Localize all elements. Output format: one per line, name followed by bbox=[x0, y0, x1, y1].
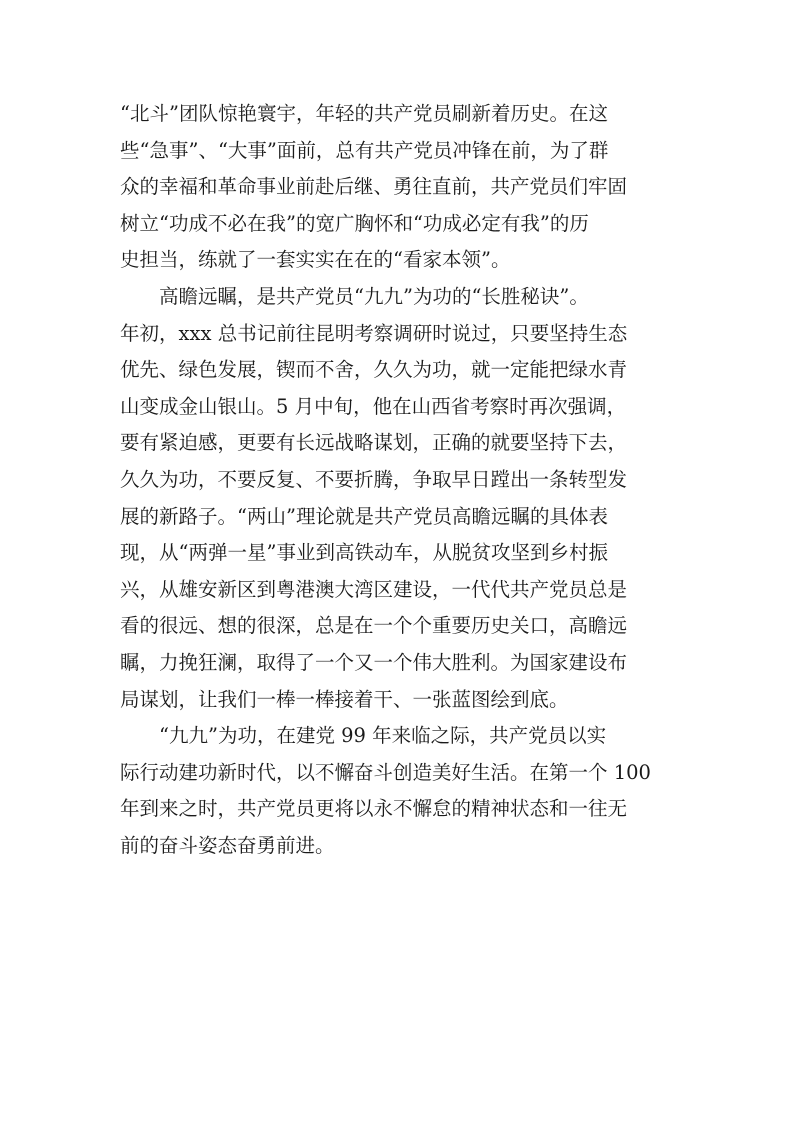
text-line: 众的幸福和革命事业前赴后继、勇往直前，共产党员们牢固 bbox=[120, 175, 628, 199]
text-line: 现，从“两弹一星”事业到高铁动车，从脱贫攻坚到乡村振 bbox=[120, 541, 608, 565]
text-line: 瞩，力挽狂澜，取得了一个又一个伟大胜利。为国家建设布 bbox=[120, 650, 628, 674]
text-line: 年初，xxx 总书记前往昆明考察调研时说过，只要坚持生态 bbox=[120, 321, 628, 345]
text-line: 山变成金山银山。5 月中旬，他在山西省考察时再次强调， bbox=[120, 394, 627, 418]
text-line: 展的新路子。“两山”理论就是共产党员高瞻远瞩的具体表 bbox=[120, 504, 608, 528]
text-line: 史担当，练就了一套实实在在的“看家本领”。 bbox=[120, 248, 511, 272]
text-line: 看的很远、想的很深，总是在一个个重要历史关口，高瞻远 bbox=[120, 614, 628, 638]
text-line: “北斗”团队惊艳寰宇，年轻的共产党员刷新着历史。在这 bbox=[120, 102, 608, 125]
text-line: 要有紧迫感，更要有长远战略谋划，正确的就要坚持下去， bbox=[120, 431, 628, 455]
text-line: 局谋划，让我们一棒一棒接着干、一张蓝图绘到底。 bbox=[120, 687, 569, 711]
text-line: 树立“功成不必在我”的宽广胸怀和“功成必定有我”的历 bbox=[120, 211, 589, 235]
paragraph-start-line: “九九”为功，在建党 99 年来临之际，共产党员以实 bbox=[159, 724, 607, 748]
text-line: 年到来之时，共产党员更将以永不懈怠的精神状态和一往无 bbox=[120, 797, 628, 821]
text-line: 兴，从雄安新区到粤港澳大湾区建设，一代代共产党员总是 bbox=[120, 577, 628, 601]
text-line: 久久为功，不要反复、不要折腾，争取早日蹚出一条转型发 bbox=[120, 467, 628, 491]
text-line: 前的奋斗姿态奋勇前进。 bbox=[120, 833, 335, 857]
text-line: 些“急事”、“大事”面前，总有共产党员冲锋在前，为了群 bbox=[120, 138, 609, 162]
body-text bbox=[120, 96, 680, 864]
text-line: 际行动建功新时代，以不懈奋斗创造美好生活。在第一个 100 bbox=[120, 760, 651, 784]
paragraph-start-line: 高瞻远瞩，是共产党员“九九”为功的“长胜秘诀”。 bbox=[159, 284, 589, 308]
text-line: 优先、绿色发展，锲而不舍，久久为功，就一定能把绿水青 bbox=[120, 358, 628, 382]
